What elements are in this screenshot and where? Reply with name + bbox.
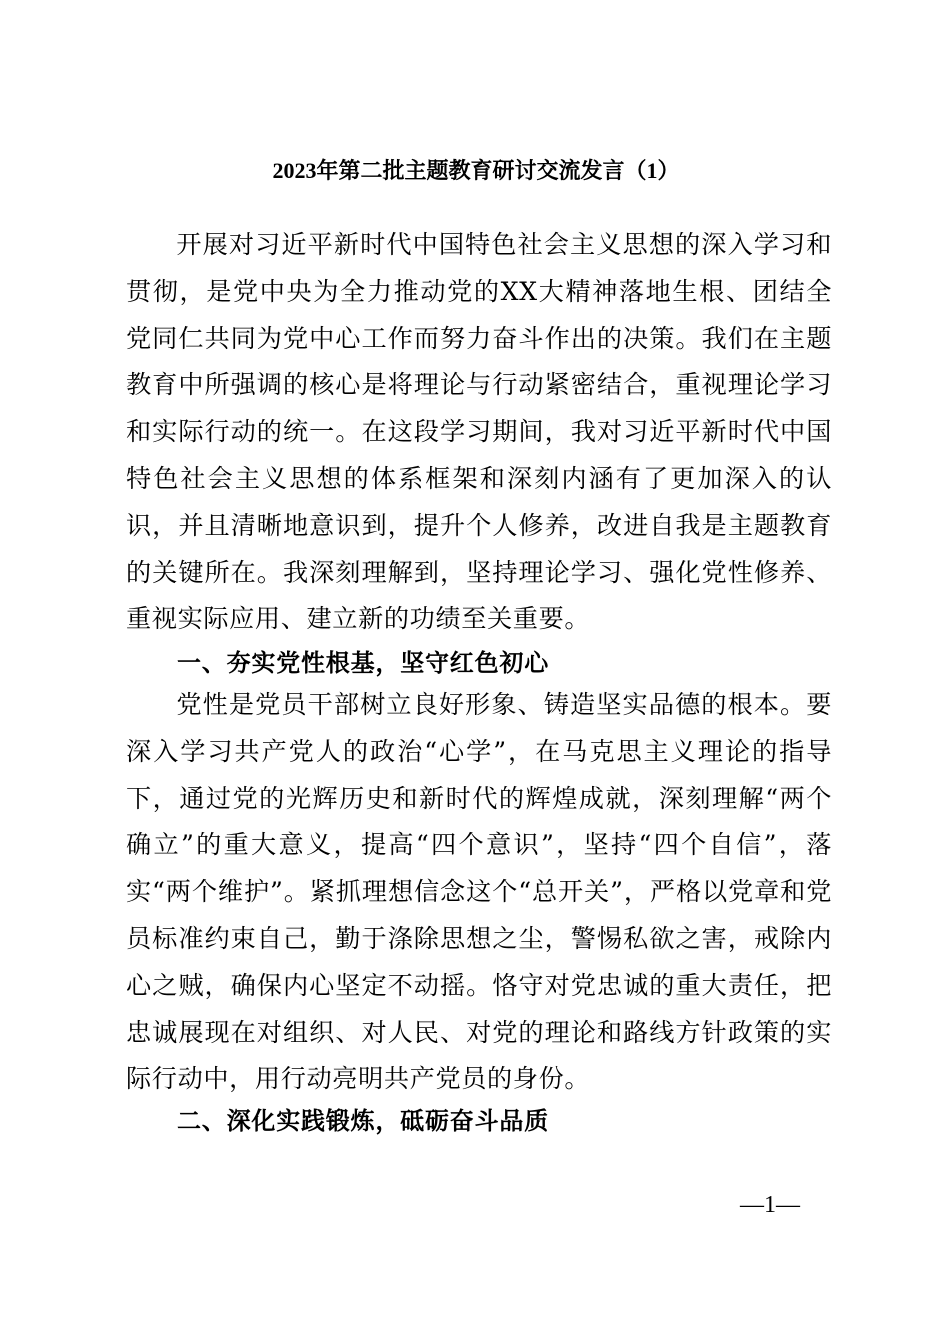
page-number: —1— <box>740 1192 800 1218</box>
body-paragraph-intro: 开展对习近平新时代中国特色社会主义思想的深入学习和贯彻，是党中央为全力推动党的XX大精神落地生根、团结全党同仁共同为党中心工作而努力奋斗作出的决策。我们在主题教育中所强调的核心是将理论与行动紧密结合，重视理论学习和实际行动的统一。在这段学习期间，我对习近平新时代中国特色社会主义思想的体系框架和深刻内涵有了更加深入的认识，并且清晰地意识到，提升个人修养，改进自我是主题教育的关键所在。我深刻理解到，坚持理论学习、强化党性修养、重视实际应用、建立新的功绩至关重要。 <box>126 230 832 634</box>
section-heading-1: 一、夯实党性根基，坚守红色初心 <box>177 649 549 677</box>
body-paragraph-section-1: 党性是党员干部树立良好形象、铸造坚实品德的根本。要深入学习共产党人的政治“心学”，在马克思主义理论的指导下，通过党的光辉历史和新时代的辉煌成就，深刻理解“两个确立”的重大意义，提高“四个意识”，坚持“四个自信”，落实“两个维护”。紧抓理想信念这个“总开关”，严格以党章和党员标准约束自己，勤于涤除思想之尘，警惕私欲之害，戒除内心之贼，确保内心坚定不动摇。恪守对党忠诚的重大责任，把忠诚展现在对组织、对人民、对党的理论和路线方针政策的实际行动中，用行动亮明共产党员的身份。 <box>126 690 832 1094</box>
document-title: 2023年第二批主题教育研讨交流发言（1） <box>272 158 680 183</box>
section-heading-2: 二、深化实践锻炼，砥砺奋斗品质 <box>177 1107 549 1135</box>
